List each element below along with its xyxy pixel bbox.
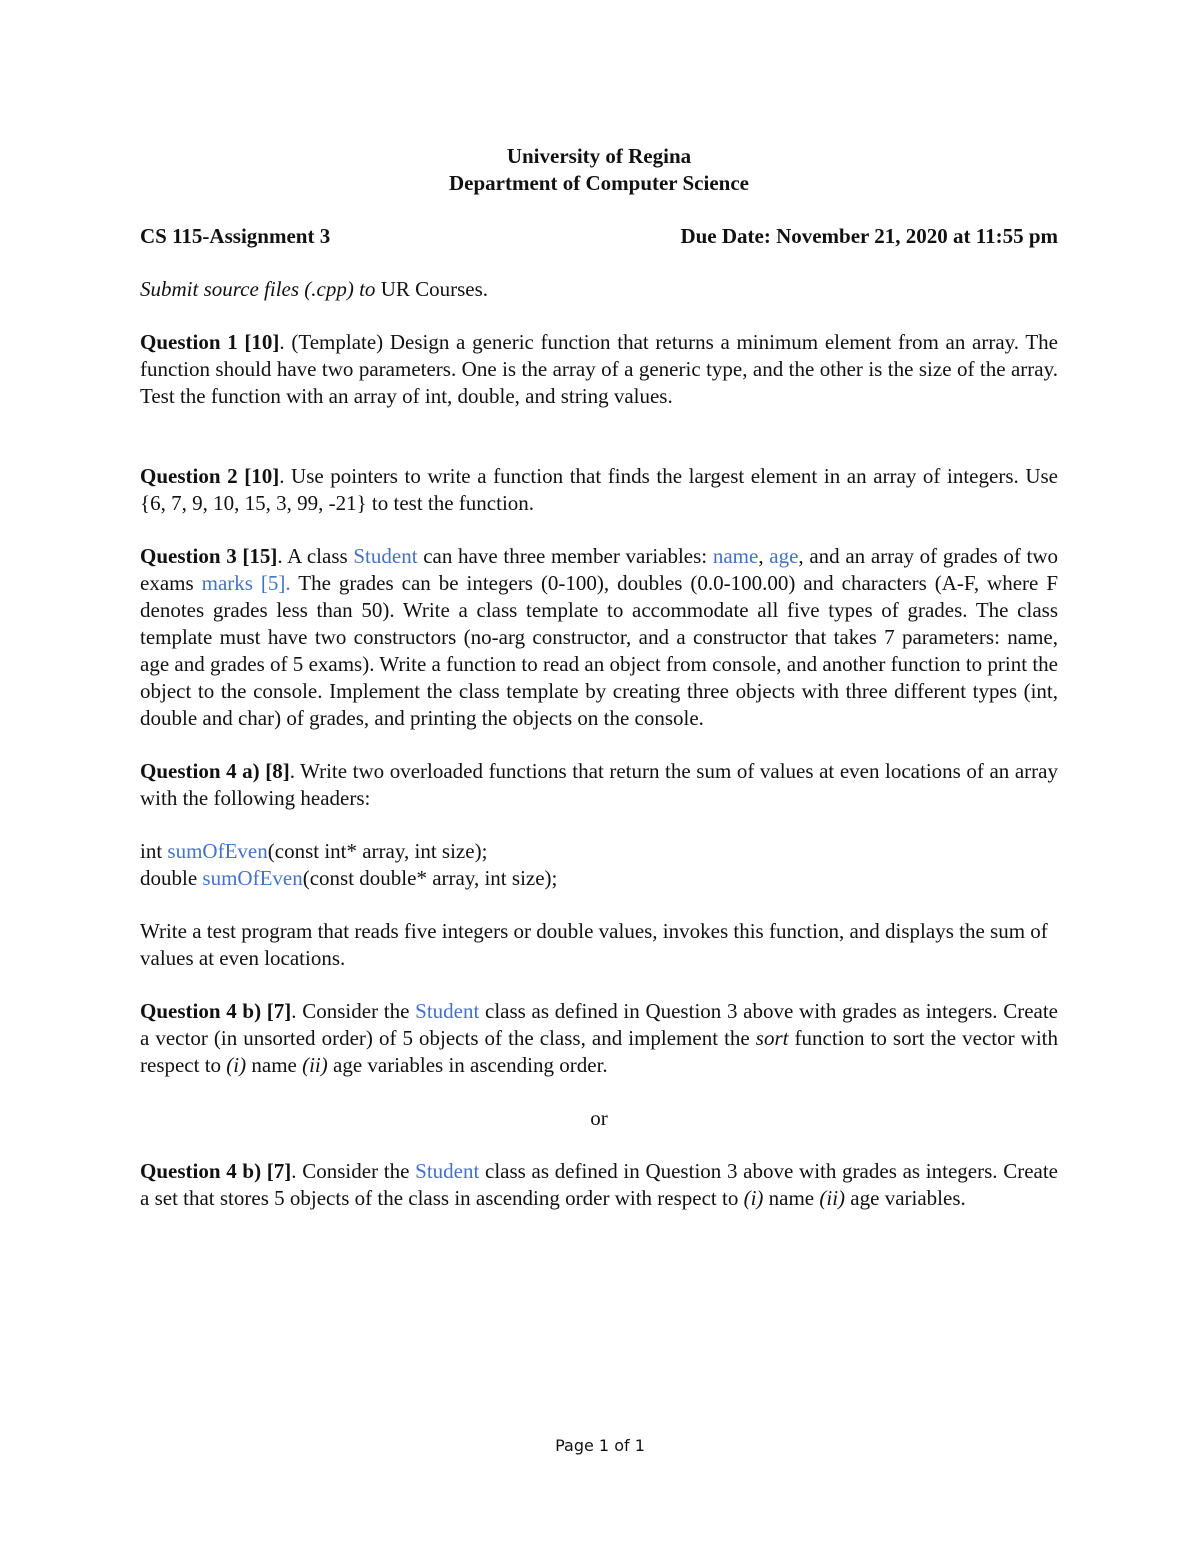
question-3-text-3: , [758, 544, 770, 568]
question-3-text-4: , and an array of grades of two exams [140, 544, 1059, 595]
question-4a-text: . Write two overloaded functions that return the sum of values at even locations of an array with the following headers: [140, 759, 1058, 810]
question-4a-label: Question 4 a) [8] [140, 759, 290, 783]
header-2-params: (const double* array, int size); [302, 866, 558, 890]
page-footer: Page 1 of 1 [555, 1436, 645, 1455]
submit-instructions [140, 276, 1058, 303]
header-2-function-name: sumOfEven [202, 866, 303, 890]
function-headers [140, 838, 1058, 892]
submit-suffix: UR Courses. [375, 277, 489, 301]
question-3 [140, 543, 1058, 732]
question-4b-text-1: . Consider the [291, 999, 416, 1023]
due-date: Due Date: November 21, 2020 at 11:55 pm [680, 224, 1058, 248]
header-1-params: (const int* array, int size); [267, 839, 488, 863]
question-4b2-text-1: . Consider the [291, 1159, 416, 1183]
question-4a-test: Write a test program that reads five integers or double values, invokes this function, and displays the sum of values at even locations. [140, 919, 1048, 970]
age-var-ref: age [769, 544, 799, 568]
question-2-text: . Use pointers to write a function that finds the largest element in an array of integers. Use {6, 7, 9, 10, 15, 3, 99, -21} to test the function. [140, 464, 1058, 515]
name-var-ref: name [712, 544, 759, 568]
option-i: (i) [226, 1053, 247, 1077]
marks-var-ref: marks [5]. [201, 571, 291, 595]
option-ii: (ii) [302, 1053, 328, 1077]
header-1-function-name: sumOfEven [167, 839, 268, 863]
question-1 [140, 329, 1058, 410]
question-4a [140, 758, 1058, 812]
question-4b-text-5: age variables in ascending order. [327, 1053, 608, 1077]
question-4b2-text-2: class as defined in Question 3 above with grades as integers. Create a set that stores 5 objects of the class in ascending order with respect to [140, 1159, 1058, 1210]
question-4b-label: Question 4 b) [7] [140, 1159, 292, 1183]
question-1-text: . (Template) Design a generic function that returns a minimum element from an array. The function should have two parameters. One is the array of a generic type, and the other is the size of the array. Test the function with an array of int, double, and string values. [140, 330, 1059, 408]
question-3-text-1: . A class [277, 544, 354, 568]
question-4b2-text-3: name [763, 1186, 820, 1210]
header-1-return-type: int [140, 839, 168, 863]
question-3-text-5: The grades can be integers (0-100), doubles (0.0-100.00) and characters (A-F, where F denotes grades less than 50). Write a class template to accommodate all five types of grades. The class template must have two constructors (no-arg constructor, and a constructor that takes 7 parameters: name, age and grades of 5 exams). Write a function to read an object from console, and another function to print the object to the console. Implement the class template by creating three objects with three different types (int, double and char) of grades, and printing the objects on the console. [140, 571, 1059, 730]
document-page [140, 143, 1058, 1212]
student-class-ref: Student [415, 1159, 480, 1183]
university-title: University of Regina [506, 144, 692, 168]
question-4b-label: Question 4 b) [7] [140, 999, 292, 1023]
option-i: (i) [743, 1186, 764, 1210]
assignment-header [140, 223, 1058, 250]
sort-ref: sort [755, 1026, 789, 1050]
question-1-label: Question 1 [10] [140, 330, 280, 354]
or-separator: or [590, 1106, 608, 1130]
question-2 [140, 463, 1058, 517]
course-title: CS 115-Assignment 3 [140, 224, 331, 248]
question-2-label: Question 2 [10] [140, 464, 280, 488]
question-4b-text-2: class as defined in Question 3 above with grades as integers. Create a vector (in unsorted order) of 5 objects of the class, and implement the [140, 999, 1058, 1050]
question-4b-option-1 [140, 998, 1058, 1079]
question-4b-text-3: function to sort the vector with respect to [140, 1026, 1058, 1077]
question-3-label: Question 3 [15] [140, 544, 278, 568]
question-4b-option-2 [140, 1158, 1058, 1212]
department-title: Department of Computer Science [449, 171, 749, 195]
header-2-return-type: double [140, 866, 203, 890]
question-3-text-2: can have three member variables: [417, 544, 713, 568]
question-4b2-text-4: age variables. [845, 1186, 966, 1210]
option-ii: (ii) [819, 1186, 846, 1210]
submit-prefix: Submit source files (.cpp) to [140, 277, 376, 301]
student-class-ref: Student [353, 544, 418, 568]
question-4b-text-4: name [246, 1053, 303, 1077]
student-class-ref: Student [415, 999, 480, 1023]
